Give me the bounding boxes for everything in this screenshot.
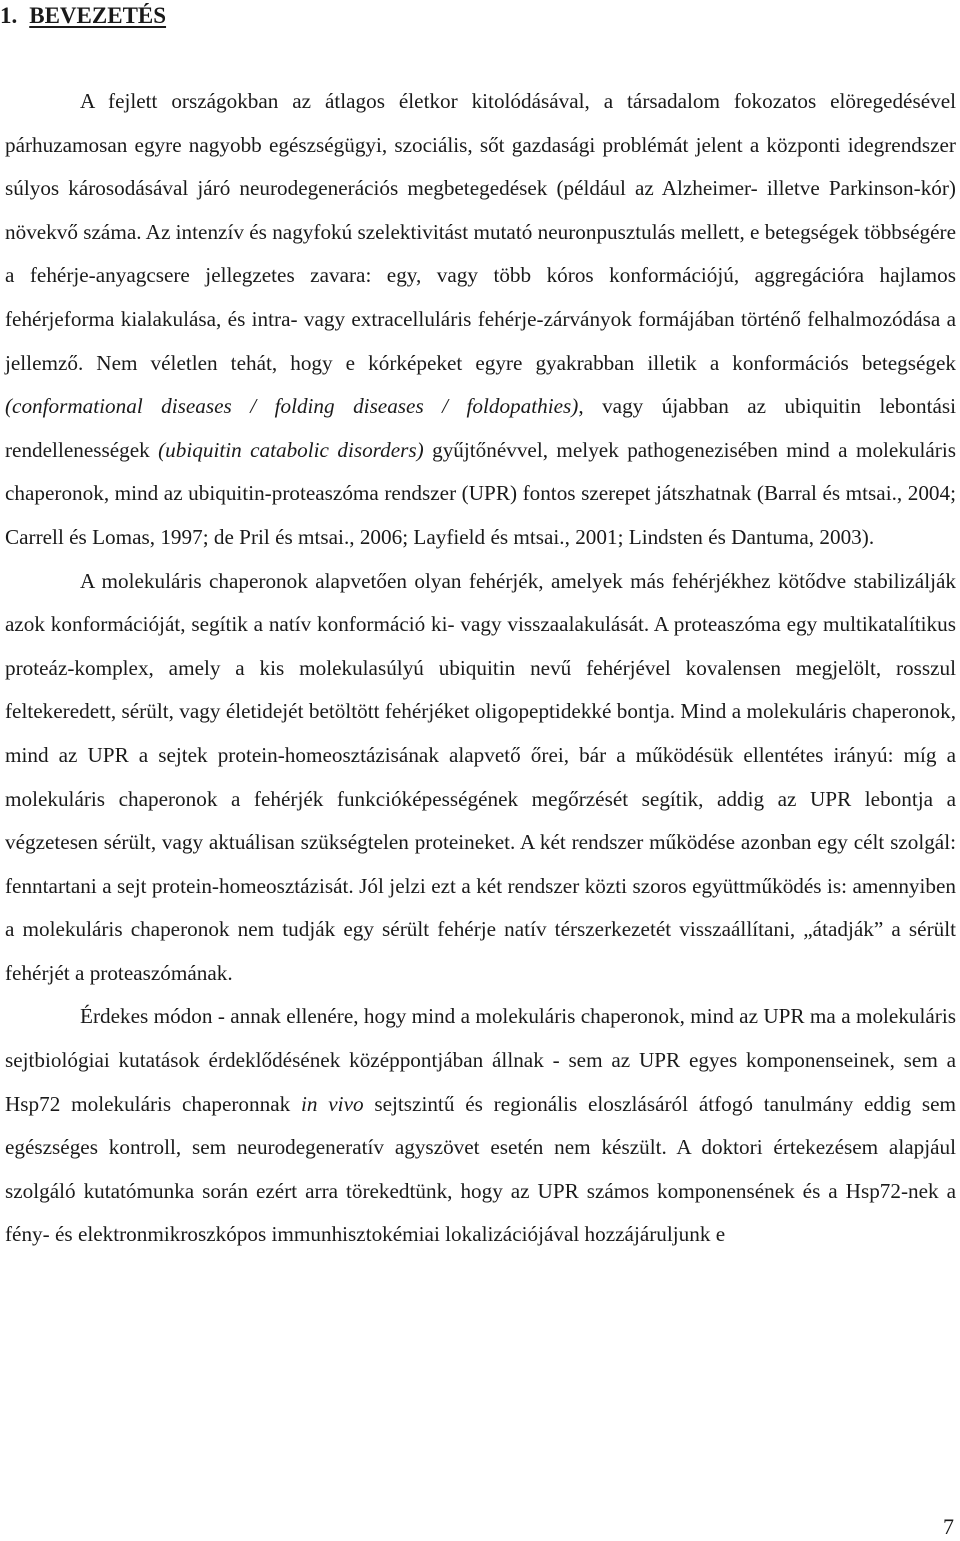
text-run: sejtszintű és regionális eloszlásáról átfogó tanulmány eddig sem egészséges kontroll, sem neurodegeneratív agyszövet esetén nem készült. A doktori értekezésem alapjául szolgáló kutatómunka során ezért arra törekedtünk, hogy az UPR számos komponensének és a Hsp72-nek a fény- és elektronmikroszkópos immunhisztokémiai lokalizációjával hozzájáruljunk e — [5, 1091, 956, 1247]
text-run: gyűjtőnévvel, melyek pathogenezisében mind a molekuláris chaperonok, mind az ubiquitin-proteaszóma rendszer (UPR) fontos szerepet játszhatnak (Barral és mtsai., 2004; Carrell és Lomas, 1997; de Pril és mtsai., 2006; Layfield és mtsai., 2001; Lindsten és Dantuma, 2003). — [5, 437, 956, 549]
text-run: A molekuláris chaperonok alapvetően olyan fehérjék, amelyek más fehérjékhez kötődve stabilizálják azok konformációját, segítik a natív konformáció ki- vagy visszaalakulását. A proteaszóma egy multikatalítikus proteáz-komplex, amely a kis molekulasúlyú ubiquitin nevű fehérjével kovalensen megjelölt, rosszul feltekeredett, sérült, vagy életidejét betöltött fehérjéket oligopeptidekké bontja. Mind a molekuláris chaperonok, mind az UPR a sejtek protein-homeosztázisának alapvető őrei, bár a működésük ellentétes irányú: míg a molekuláris chaperonok a fehérjék funkcióképességének megőrzését segítik, addig az UPR lebontja a végzetesen sérült, vagy aktuálisan szükségtelen proteineket. A két rendszer működése azonban egy célt szolgál: fenntartani a sejt protein-homeosztázisát. Jól jelzi ezt a két rendszer közti szoros együttműködés is: amennyiben a molekuláris chaperonok nem tudják egy sérült fehérje natív térszerkezetét visszaállítani, „átadják” a sérült fehérjét a proteaszómának. — [5, 568, 956, 985]
text-run: , vagy újabban az ubiquitin lebontási rendellenességek — [5, 394, 956, 462]
page-number: 7 — [943, 1514, 954, 1539]
section-title: BEVEZETÉS — [29, 3, 167, 28]
paragraph-1 — [5, 80, 956, 560]
italic-term: (ubiquitin catabolic disorders) — [158, 437, 424, 462]
italic-term: (conformational diseases / folding diseases / foldopathies) — [5, 394, 579, 419]
body-text — [5, 80, 956, 1257]
section-number: 1. — [0, 3, 18, 28]
paragraph-2 — [5, 560, 956, 996]
paragraph-3 — [5, 995, 956, 1257]
text-run: Érdekes módon - annak ellenére, hogy mind a molekuláris chaperonok, mind az UPR ma a molekuláris sejtbiológiai kutatások érdeklődésének középpontjában állnak - sem az UPR egyes komponenseinek, sem a Hsp72 molekuláris chaperonnak — [5, 1004, 956, 1116]
section-heading — [0, 2, 166, 30]
italic-term: in vivo — [301, 1091, 364, 1116]
text-run: A fejlett országokban az átlagos életkor kitolódásával, a társadalom fokozatos elöregedésével párhuzamosan egyre nagyobb egészségügyi, szociális, sőt gazdasági problémát jelent a központi idegrendszer súlyos károsodásával járó neurodegenerációs megbetegedések (például az Alzheimer- illetve Parkinson-kór) növekvő száma. Az intenzív és nagyfokú szelektivitást mutató neuronpusztulás mellett, e betegségek többségére a fehérje-anyagcsere jellegzetes zavara: egy, vagy több kóros konformációjú, aggregációra hajlamos fehérjeforma kialakulása, és intra- vagy extracelluláris fehérje-zárványok formájában történő felhalmozódása a jellemző. Nem véletlen tehát, hogy e kórképeket egyre gyakrabban illetik a konformációs betegségek — [5, 89, 956, 375]
